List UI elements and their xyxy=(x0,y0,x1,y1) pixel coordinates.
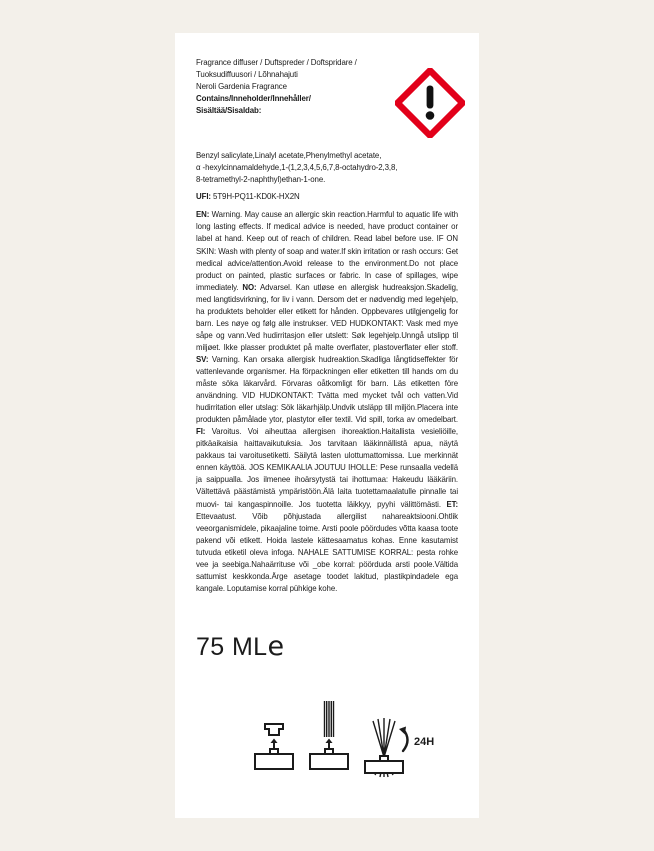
warning-language-code: SV: xyxy=(196,354,209,364)
contains-heading-line-1: Contains/Inneholder/Innehåller/ xyxy=(196,94,311,104)
usage-step-flip-reeds-icon xyxy=(361,699,441,781)
duration-label: 24H xyxy=(414,735,435,748)
usage-step-open-bottle-icon xyxy=(251,699,297,781)
usage-instructions xyxy=(251,699,451,781)
product-variant: Neroli Gardenia Fragrance xyxy=(196,82,287,92)
label-content xyxy=(196,57,458,781)
warning-text: Advarsel. Kan utløse en allergisk hudreaksjon.Skadelig, med langtidsvirkning, for liv i vann. Dersom det er nødvendig med legehjelp, ha produktets beholder eller etikett for hånden. Oppbevares utilgjengelig for barn. Les nøye og følg alle instrukser. VED HUDKONTAKT: Vask med mye såpe og vann.Ved hudirritasjon eller utslett: Søk legehjelp.Unngå utslipp til miljøet. Ikke plasser produktet på malte overflater, plastoverflater eller stoff. xyxy=(196,282,458,352)
ufi-value: 5T9H-PQ11-KD0K-HX2N xyxy=(213,192,300,202)
net-volume xyxy=(196,630,458,662)
ingredient-line-1: Benzyl salicylate,Linalyl acetate,Phenylmethyl acetate, xyxy=(196,151,382,160)
warning-text: Warning. May cause an allergic skin reaction.Harmful to aquatic life with long lasting effects. If medical advice is needed, have product container or label at hand. Keep out of reach of children. Read label before use. IF ON SKIN: Wash with plenty of soap and water.If skin irritation or rash occurs: Get medical advice/attention.Avoid release to the environment.Do not place product on painted, plastic surfaces or fabric. In case of spillages, wipe immediately. xyxy=(196,210,458,292)
ufi-code xyxy=(196,191,458,203)
warning-text: Ettevaatust. Võib põhjustada allergilist nahareaktsiooni.Ohtlik veeorganismidele, pikaajaline toime. Arsti poole pöördudes võtta kaasa toote pakend või etikett. Hoida lastele kättesaamatus kohas. Enne kasutamist tutvuda etiketil oleva infoga. NAHALE SATTUMISE KORRAL: pesta rohke vee ja seebiga.Nahaärrituse või _obe korral: pöörduda arsti poole.Vältida sattumist keskkonda.Ärge asetage toodet lakitud, plastikpindadele ega kangale. Loputamise korral pühkige kohe. xyxy=(196,511,458,593)
product-identity xyxy=(196,57,392,117)
product-name-line-1: Fragrance diffuser / Duftspreder / Doftspridare / xyxy=(196,58,357,67)
warning-language-code: ET: xyxy=(446,499,458,509)
warning-language-code: NO: xyxy=(242,282,257,292)
warning-language-code: EN: xyxy=(196,210,210,220)
ingredient-line-3: 8-tetramethyl-2-naphthyl)ethan-1-one. xyxy=(196,175,326,185)
ghs-exclamation-mark-icon xyxy=(395,68,465,138)
warning-text: Varning. Kan orsaka allergisk hudreaktion.Skadliga långtidseffekter för vattenlevande organismer. Ha förpackningen eller etiketten till hands om du måste söka läkarvård. Förvaras oåtkomligt för barn. Läs etiketten före användning. VID HUDKONTAKT: Tvätta med mycket tvål och vatten.Vid hudirritation eller utslag: Sök läkarhjälp.Undvik utsläpp till miljön.Placera inte produkten påmålade ytor, plastytor eller textil. Vid spill, torka av omedelbart. xyxy=(196,354,458,425)
hazard-statements xyxy=(196,209,458,595)
volume-amount: 75 ML xyxy=(196,632,268,661)
warning-language-code: FI: xyxy=(196,427,206,437)
warning-text: Varoitus. Voi aiheuttaa allergisen ihoreaktion.Haitallista vesieliöille, pitkäaikaisia haittavaikutuksia. Jos tarvitaan lääkinnällistä apua, näytä pakkaus tai varoitusetiketti. Säilytä lasten ulottumattomissa. Lue merkinnät ennen käyttöä. JOS KEMIKAALIA JOUTUU IHOLLE: Pese runsaalla vedellä ja saippualla. Jos ilmenee ihoärsytystä tai ihottumaa: Hakeudu lääkäriin. Vältettävä päästämistä ympäristöön.Älä laita tuotettamaalatulle pinnalle tai muovi- tai kangaspinnoille. Jos tuotetta läikkyy, pyyhi välittömästi. xyxy=(196,427,458,509)
estimated-sign-icon: e xyxy=(267,630,285,662)
ufi-label: UFI: xyxy=(196,192,211,202)
usage-step-insert-reeds-icon xyxy=(306,699,352,781)
contains-heading-line-2: Sisältää/Sisaldab: xyxy=(196,106,262,116)
ingredients-list xyxy=(196,150,458,186)
product-label xyxy=(175,33,479,818)
product-name-line-2: Tuoksudiffuusori / Lõhnahajuti xyxy=(196,70,298,80)
ingredient-line-2: α -hexylcinnamaldehyde,1-(1,2,3,4,5,6,7,8-octahydro-2,3,8, xyxy=(196,163,398,173)
label-header xyxy=(196,57,458,149)
